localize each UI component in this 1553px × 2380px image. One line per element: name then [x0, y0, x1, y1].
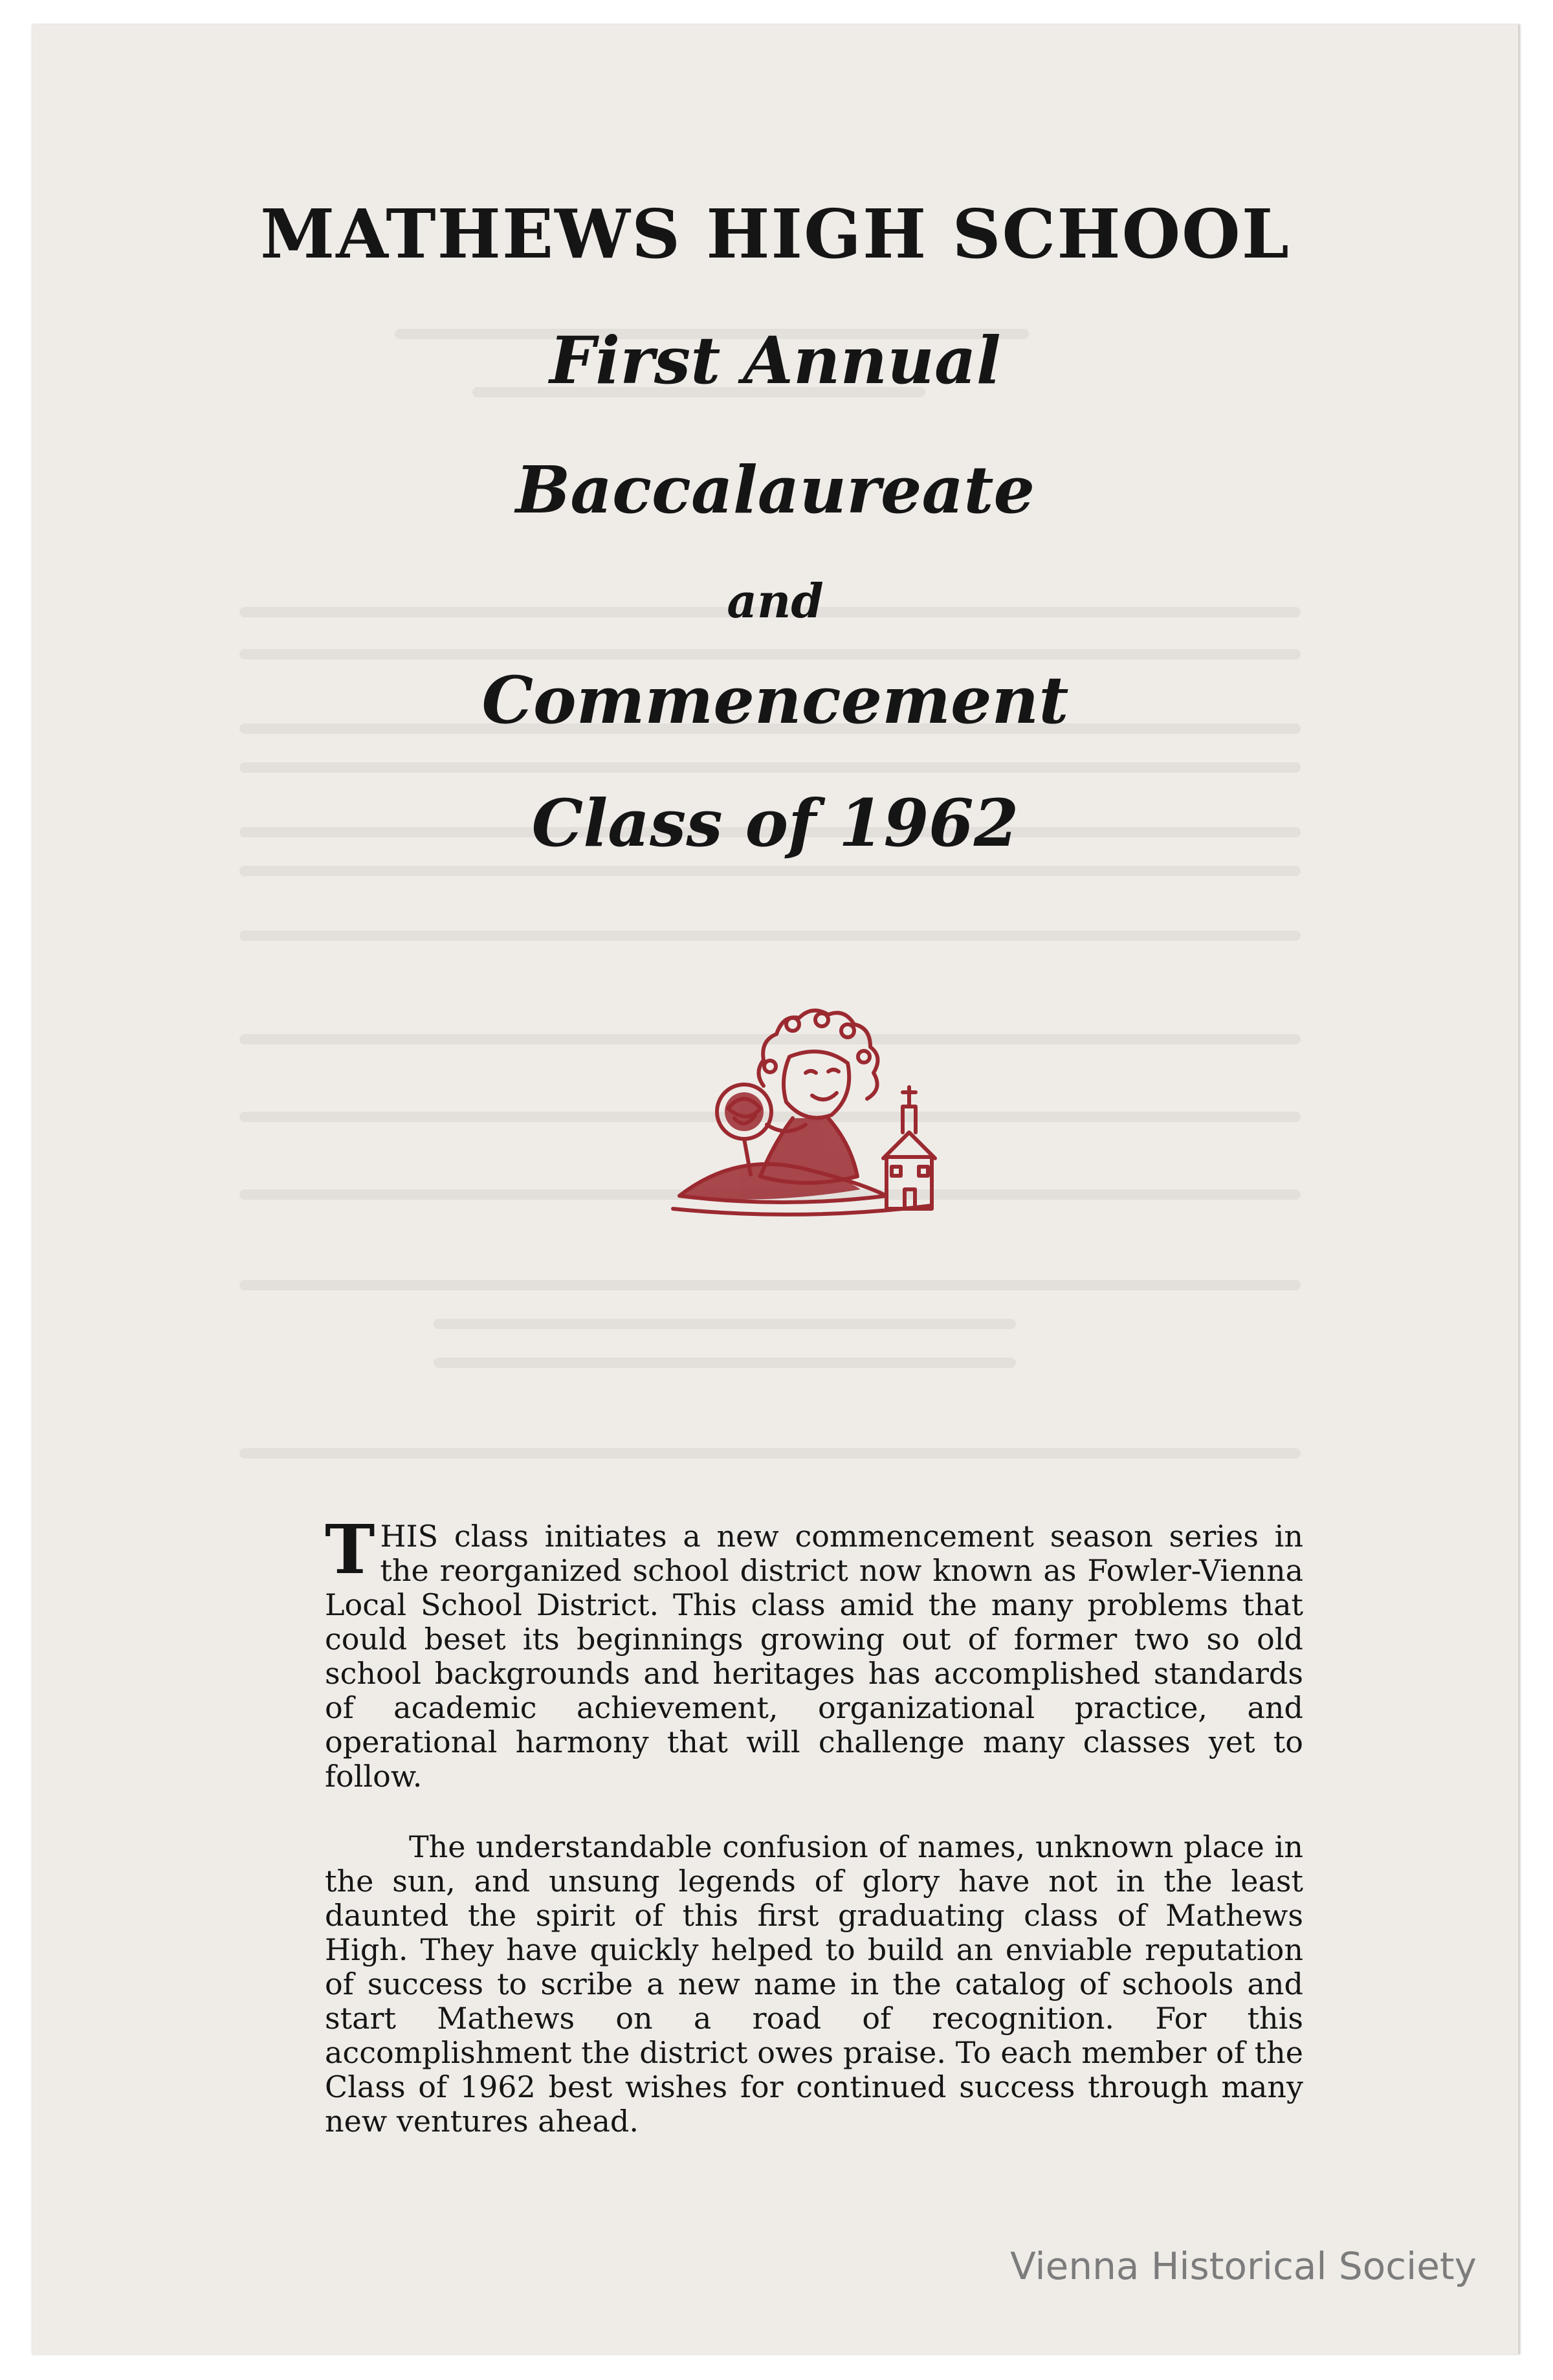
- paragraph-closing: The understandable confusion of names, unknown place in the sun, and unsung legends of glory have not in the least daunted the spirit of this first graduating class of Mathews High. They have quickly helped to build an enviable reputation of success to scribe a new name in the catalog of schools and start Mathews on a road of recognition. For this accomplishment the district owes praise. To each member of the Class of 1962 best wishes for continued success through many new ventures ahead.: [325, 1829, 1303, 2139]
- title-line-baccalaureate: Baccalaureate: [515, 452, 1035, 528]
- program-page: [32, 25, 1520, 2354]
- title-line-commencement: Commencement: [481, 662, 1069, 738]
- drop-cap: T: [325, 1510, 375, 1589]
- girl-with-rose-and-schoolhouse-icon: [654, 995, 958, 1254]
- school-name: MATHEWS HIGH SCHOOL: [260, 194, 1290, 274]
- title-line-class-year: Class of 1962: [531, 785, 1019, 861]
- paragraph-intro: [325, 1510, 1303, 1794]
- title-line-first-annual: First Annual: [549, 322, 1001, 399]
- watermark: Vienna Historical Society: [1010, 2244, 1477, 2288]
- title-line-and: and: [727, 573, 824, 628]
- paragraph-intro-text: HIS class initiates a new commencement season series in the reorganized school district now known as Fowler-Vienna Local School District. This class amid the many problems that could beset its beginnings growing out of former two so old school backgrounds and heritages has accomplished standards of academic achievement, organizational practice, and operational harmony that will challenge many classes yet to follow.: [325, 1519, 1303, 1794]
